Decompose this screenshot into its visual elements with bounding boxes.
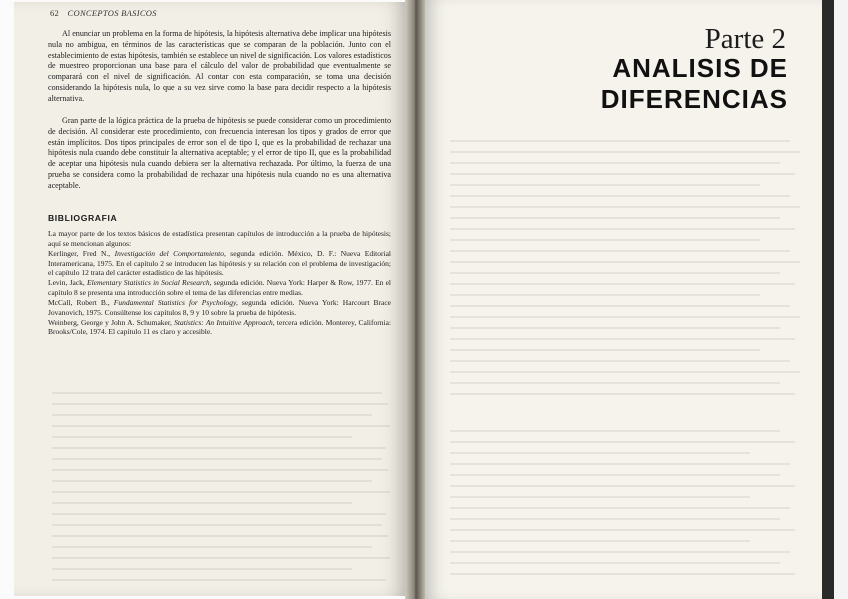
entry-title: Elementary Statistics in Social Research,: [87, 278, 212, 288]
bleed-through-line: [450, 474, 780, 476]
entry-author: McCall, Robert B.,: [48, 297, 110, 307]
page-number: 62: [50, 8, 60, 18]
bleed-through-line: [450, 162, 780, 164]
scan-margin: [834, 0, 848, 599]
bleed-through-line: [52, 447, 386, 449]
bleed-through-line: [450, 140, 790, 142]
bibliography-list: [48, 249, 391, 337]
bleed-through-line: [52, 568, 352, 570]
bleed-through-line: [450, 228, 795, 230]
body-paragraph-2: Gran parte de la lógica práctica de la prueba de hipótesis se puede considerar como un procedimiento de decisión. Al considerar este procedimiento, con frecuencia interesan los tipos y grados de error que están implícitos. Dos tipos principales de error son el de tipo I, que es la probabilidad de rechazar una hipótesis nula cuando debe constituir la alternativa aceptable; y el error de tipo II, que es la probabilidad de aceptar una hipótesis nula cuando debiera ser la alternativa rechazada. Por último, la fuerza de una prueba se considera como la probabilidad de rechazar una hipótesis nula cuando no es una alternativa aceptable.: [48, 116, 391, 190]
bleed-through-line: [450, 430, 780, 432]
bleed-through-line: [450, 496, 750, 498]
entry-author: Levin, Jack,: [48, 278, 85, 288]
entry-author: Weinberg, George y John A. Schumaker,: [48, 317, 172, 327]
bleed-through-line: [450, 239, 760, 241]
section-title-line-1: ANALISIS DE: [612, 53, 788, 83]
bleed-through-line: [450, 485, 795, 487]
bibliography-entry: [48, 318, 391, 337]
bleed-through-line: [450, 283, 795, 285]
bleed-through-line: [450, 360, 790, 362]
bibliography-intro: La mayor parte de los textos básicos de estadística presentan capítulos de introducción a la prueba de hipótesis; aquí se mencionan algunos:: [48, 229, 391, 248]
bleed-through-line: [450, 272, 780, 274]
bleed-through-line: [450, 382, 780, 384]
bleed-through-line: [52, 546, 372, 548]
entry-details: segunda edición. México, D. F.: Nueva Editorial Interamericana, 1975. En el capítulo 2 se introducen las hipótesis y su relación con el problema de investigación; el capítulo 12 trata del carácter estadístico de las hipótesis.: [48, 249, 392, 278]
bleed-through-line: [450, 316, 800, 318]
bleed-through-line: [450, 507, 790, 509]
bleed-through-line: [450, 349, 760, 351]
running-head: [50, 8, 157, 18]
bleed-through-line: [450, 250, 790, 252]
bleed-through-line: [450, 305, 790, 307]
bleed-through-line: [450, 529, 795, 531]
page-edge-shadow: [822, 0, 834, 599]
entry-details: tercera edición. Monterey, California: Brooks/Cole, 1974. El capítulo 11 es claro y accesible.: [48, 317, 391, 337]
bleed-through-line: [52, 480, 372, 482]
bleed-through-line: [52, 392, 382, 394]
bleed-through-line: [450, 393, 795, 395]
bleed-through-line: [52, 403, 388, 405]
bibliography-entry: [48, 278, 391, 297]
bleed-through-line: [450, 151, 800, 153]
bleed-through-line: [52, 458, 382, 460]
bleed-through-line: [450, 562, 780, 564]
book-gutter: [405, 0, 425, 599]
entry-title: Statistics: An Intuitive Approach,: [174, 317, 275, 327]
bleed-through-line: [450, 195, 790, 197]
bleed-through-line: [52, 535, 388, 537]
bleed-through-line: [450, 463, 790, 465]
bleed-through-line: [52, 425, 390, 427]
bleed-through-line: [450, 184, 760, 186]
part-label: Parte 2: [704, 23, 786, 55]
bleed-through-line: [450, 551, 790, 553]
bleed-through-line: [52, 524, 382, 526]
bleed-through-line: [450, 173, 795, 175]
bleed-through-line: [450, 540, 750, 542]
bleed-through-line: [450, 206, 800, 208]
bleed-through-line: [450, 294, 760, 296]
bibliography-entry: [48, 298, 391, 317]
bleed-through-line: [450, 327, 780, 329]
bleed-through-line: [52, 469, 388, 471]
bleed-through-line: [450, 518, 780, 520]
entry-details: segunda edición. Nueva York: Harcourt Brace Jovanovich, 1975. Consúltense los capítulos 8, 9 y 10 sobre la prueba de hipótesis.: [48, 297, 391, 317]
section-title-line-2: DIFERENCIAS: [600, 84, 788, 114]
bleed-through-line: [450, 371, 800, 373]
bleed-through-line: [450, 261, 800, 263]
bibliography-entry: [48, 249, 391, 278]
section-title: [540, 53, 788, 115]
entry-title: Investigación del Comportamiento,: [114, 249, 226, 258]
body-paragraph-1: Al enunciar un problema en la forma de hipótesis, la hipótesis alternativa debe implicar una hipótesis nula no ambigua, en términos de las características que se comparan de la población. Junto con el establecimiento de estas hipótesis, también se establece un nivel de significación. Los valores estadísticos de muestreo proporcionan una base para el cálculo del valor de probabilidad que eventualmente se comparará con el nivel de significación. Al contar con esta comparación, se toma una decisión considerando la hipótesis nula, lo que a su vez sirve como la base para decidir respecto a la hipótesis alternativa.: [48, 29, 391, 103]
running-title: CONCEPTOS BASICOS: [67, 8, 157, 18]
bleed-through-line: [52, 491, 390, 493]
entry-details: segunda edición. Nueva York: Harper & Row, 1977. En el capítulo 8 se presenta una introducción sobre el tema de las diferencias entre medias.: [48, 278, 392, 297]
bibliography-heading: BIBLIOGRAFIA: [48, 213, 118, 223]
bleed-through-line: [450, 452, 750, 454]
bleed-through-line: [450, 338, 795, 340]
bleed-through-line: [450, 441, 795, 443]
bleed-through-line: [52, 579, 386, 581]
entry-title: Fundamental Statistics for Psychology,: [113, 297, 238, 307]
bleed-through-line: [52, 557, 390, 559]
bleed-through-line: [450, 573, 795, 575]
bleed-through-line: [52, 513, 386, 515]
bleed-through-line: [52, 502, 352, 504]
bleed-through-line: [52, 436, 352, 438]
bleed-through-line: [450, 217, 780, 219]
bleed-through-line: [52, 414, 372, 416]
entry-author: Kerlinger, Fred N.,: [48, 249, 111, 258]
